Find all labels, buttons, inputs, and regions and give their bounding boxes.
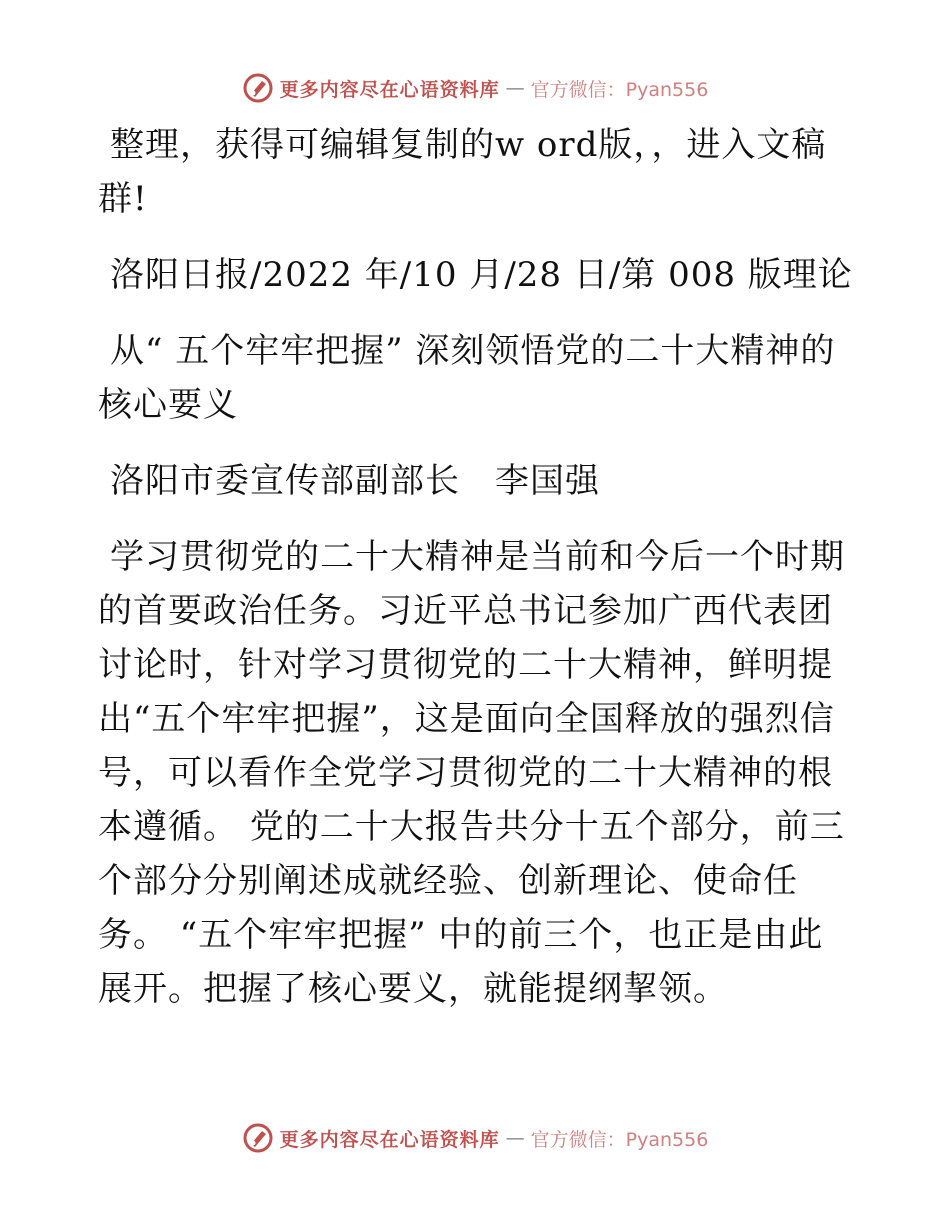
- author-line: 洛阳市委宣传部副部长 李国强: [110, 461, 600, 501]
- source-line: 洛阳日报/2022 年/10 月/28 日/第 008 版理论: [110, 255, 853, 295]
- banner-title: 更多内容尽在心语资料库: [279, 1128, 500, 1151]
- document-body: [98, 118, 858, 1038]
- header-banner: [0, 72, 950, 104]
- intro-note: 整理，获得可编辑复制的w ord版，，进入文稿群!: [98, 125, 827, 219]
- body-paragraph: 学习贯彻党的二十大精神是当前和今后一个时期的首要政治任务。习近平总书记参加广西代表团讨论时，针对学习贯彻党的二十大精神，鲜明提出“五个牢牢把握”，这是面向全国释放的强烈信号，可以看作全党学习贯彻党的二十大精神的根本遵循。 党的二十大报告共分十五个部分，前三个部分分别阐述成就经验、创新理论、使命任务。 “五个牢牢把握” 中的前三个，也正是由此展开。把握了核心要义，就能提纲挈领。: [98, 537, 845, 1009]
- banner-wechat: 官方微信：Pyan556: [530, 78, 709, 101]
- banner-dash: —: [505, 77, 525, 99]
- pen-circle-icon: [242, 72, 274, 104]
- banner-title: 更多内容尽在心语资料库: [279, 78, 500, 101]
- footer-banner: [0, 1122, 950, 1154]
- banner-dash: —: [505, 1127, 525, 1149]
- banner-wechat: 官方微信：Pyan556: [530, 1128, 709, 1151]
- pen-circle-icon: [242, 1122, 274, 1154]
- article-title: 从“ 五个牢牢把握” 深刻领悟党的二十大精神的核心要义: [98, 331, 836, 425]
